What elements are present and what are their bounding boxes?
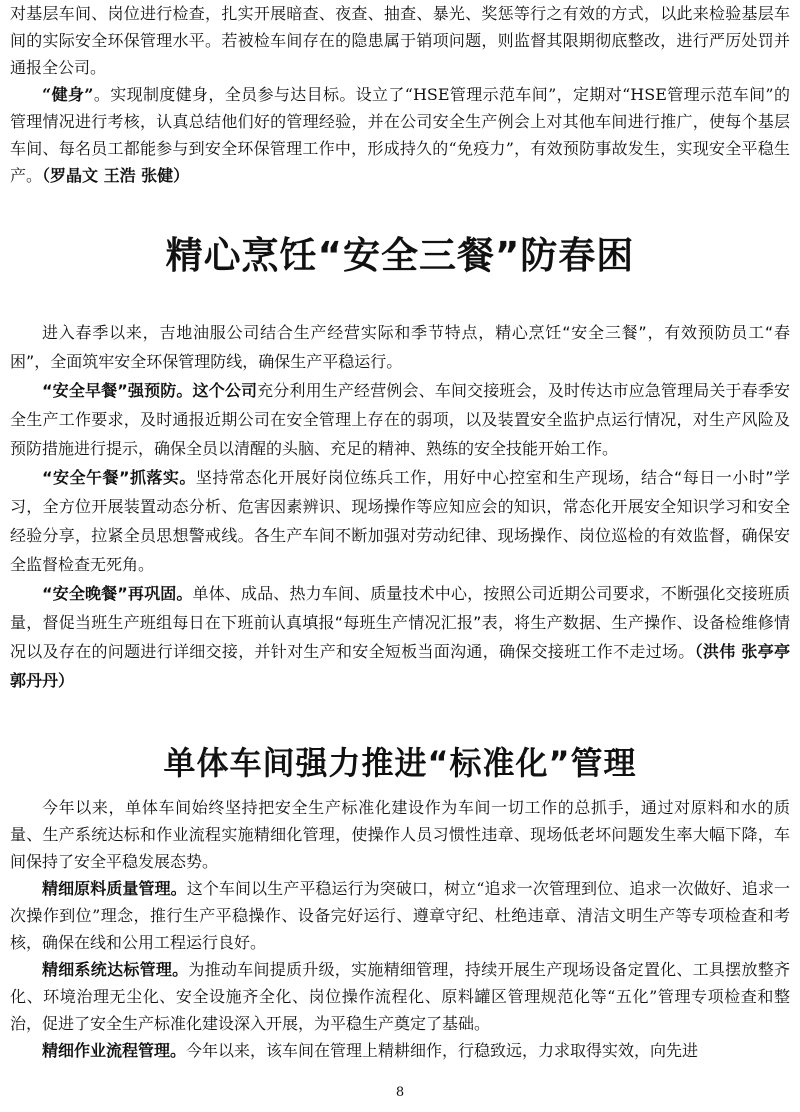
paragraph: 进入春季以来，吉地油服公司结合生产经营实际和季节特点，精心烹饪“安全三餐”，有效预防员工“春困”，全面筑牢安全环保管理防线，确保生产平稳运行。	[10, 323, 790, 371]
article-continuation	[10, 0, 790, 189]
paragraph	[10, 579, 790, 695]
paragraph: 今年以来，单体车间始终坚持把安全生产标准化建设作为车间一切工作的总抓手，通过对原料和水的质量、生产系统达标和作业流程实施精细化管理，使操作人员习惯性违章、现场低老坏问题发生率大幅下降，车间保持了安全平稳发展态势。	[10, 798, 790, 871]
paragraph-body: 为推动车间提质升级，实施精细管理，持续开展生产现场设备定置化、工具摆放整齐化、环境治理无尘化、安全设施齐全化、岗位操作流程化、原料罐区管理规范化等“五化”管理专项检查和整治，促进了安全生产标准化建设深入开展，为平稳生产奠定了基础。	[10, 960, 790, 1033]
paragraph-lead: “安全早餐”强预防。这个公司	[42, 381, 258, 400]
paragraph-body: 这个车间以生产平稳运行为突破口，树立“追求一次管理到位、追求一次做好、追求一次操作到位”理念，推行生产平稳操作、设备完好运行、遵章守纪、杜绝违章、清洁文明生产等专项检查和考核，确保在线和公用工程运行良好。	[10, 879, 790, 952]
paragraph-body: 今年以来，该车间在管理上精耕细作，行稳致远，力求取得实效，向先进	[186, 1041, 699, 1060]
author-byline: （洪伟 张亭亭 郭丹丹）	[10, 642, 790, 690]
paragraph-lead: 精细系统达标管理。	[42, 960, 189, 979]
paragraph-lead: “安全晚餐”再巩固。	[42, 584, 193, 603]
paragraph-body: 。实现制度健身，全员参与达目标。设立了“HSE管理示范车间”，定期对“HSE管理示范车间”的管理情况进行考核，认真总结他们好的管理经验，并在公司安全生产例会上对其他车间进行推广，使每个基层车间、每名员工都能参与到安全环保管理工作中，形成持久的“免疫力”，有效预防事故发生，实现安全平稳生产。	[10, 85, 790, 185]
paragraph-body: 充分利用生产经营例会、车间交接班会，及时传达市应急管理局关于春季安全生产工作要求，及时通报近期公司在安全管理上存在的弱项，以及装置安全监护点运行情况，对生产风险及预防措施进行提示，确保全员以清醒的头脑、充足的精神、熟练的安全技能开始工作。	[10, 381, 790, 458]
paragraph-lead: 精细作业流程管理。	[42, 1041, 187, 1060]
page-number: 8	[395, 1085, 405, 1100]
paragraph: 对基层车间、岗位进行检查，扎实开展暗查、夜查、抽查、暴光、奖惩等行之有效的方式，以此来检验基层车间的实际安全环保管理水平。若被检车间存在的隐患属于销项问题，则监督其限期彻底整改，进行严厉处罚并通报全公司。	[10, 4, 790, 77]
article-body	[10, 318, 790, 695]
article-title: 精心烹饪“安全三餐”防春困	[165, 234, 635, 277]
paragraph-lead: “安全午餐”抓落实。	[42, 468, 196, 487]
paragraph	[10, 81, 790, 189]
paragraph	[10, 463, 790, 579]
article-title: 单体车间强力推进“标准化”管理	[163, 744, 637, 782]
author-byline: （罗晶文 王浩 张健）	[42, 166, 190, 185]
paragraph	[10, 956, 790, 1037]
paragraph-body: 单体、成品、热力车间、质量技术中心，按照公司近期公司要求，不断强化交接班质量，督促当班生产班组每日在下班前认真填报“每班生产情况汇报”表，将生产数据、生产操作、设备检维修情况以及存在的问题进行详细交接，并针对生产和安全短板当面沟通，确保交接班工作不走过场。	[10, 584, 790, 661]
paragraph	[10, 1037, 790, 1064]
paragraph	[10, 376, 790, 463]
paragraph-lead: “健身”	[42, 85, 94, 104]
article-body	[10, 794, 790, 1064]
paragraph-lead: 精细原料质量管理。	[42, 879, 187, 898]
paragraph-body: 坚持常态化开展好岗位练兵工作，用好中心控室和生产现场，结合“每日一小时”学习，全方位开展装置动态分析、危害因素辨识、现场操作等应知应会的知识，常态化开展安全知识学习和安全经验分享，拉紧全员思想警戒线。各生产车间不断加强对劳动纪律、现场操作、岗位巡检的有效监督，确保安全监督检查无死角。	[10, 468, 790, 574]
paragraph	[10, 875, 790, 956]
